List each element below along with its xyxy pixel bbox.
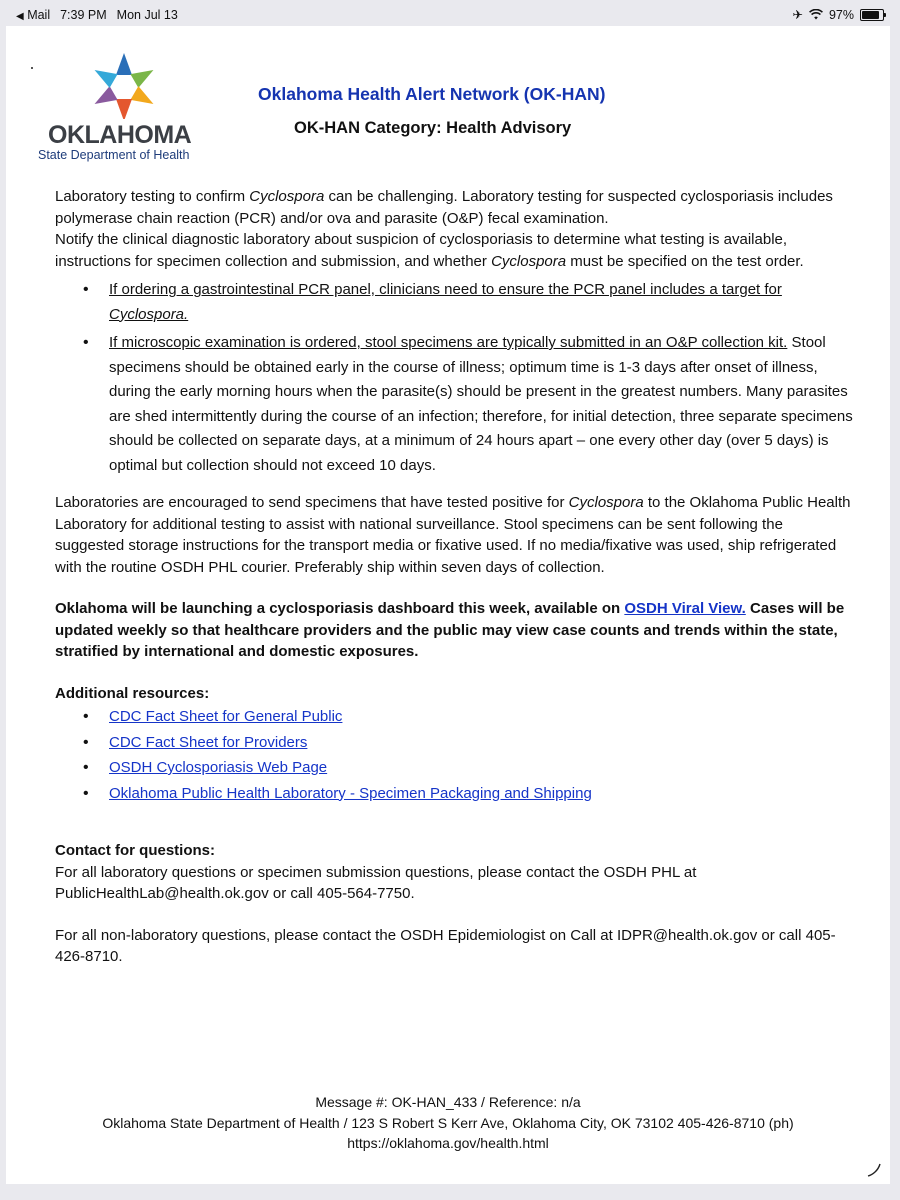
battery-icon <box>860 9 884 21</box>
italic-term: Cyclospora <box>249 188 325 205</box>
document-footer <box>6 1092 890 1154</box>
osdh-star-logo-icon <box>89 51 159 119</box>
footer-message-number: Message #: OK-HAN_433 / Reference: n/a <box>315 1094 581 1110</box>
contact-nonlab: For all non-laboratory questions, please contact the OSDH Epidemiologist on Call at IDPR@health.ok.gov or call 405-426-8710. <box>55 926 836 965</box>
wifi-icon <box>809 9 823 20</box>
resource-item <box>109 755 855 781</box>
status-date: Mon Jul 13 <box>116 8 178 22</box>
back-to-app-button[interactable] <box>16 8 50 22</box>
airplane-icon: ✈ <box>792 8 803 22</box>
paragraph-dashboard <box>55 598 855 663</box>
text-span: must be specified on the test order. <box>566 252 804 270</box>
text-span: If ordering a gastrointestinal PCR panel, clinicians need to ensure the PCR panel includes a target for <box>109 281 782 298</box>
osdh-viral-view-link[interactable]: OSDH Viral View. <box>624 600 746 617</box>
network-title: Oklahoma Health Alert Network (OK-HAN) <box>258 84 606 104</box>
logo-wordmark: OKLAHOMA <box>48 121 192 149</box>
text-span: Laboratories are encouraged to send specimens that have tested positive for <box>55 494 569 511</box>
resources-heading: Additional resources: <box>55 684 210 702</box>
footer-url: https://oklahoma.gov/health.html <box>347 1135 549 1151</box>
osdh-logo <box>36 51 216 166</box>
resource-item <box>109 781 855 807</box>
footer-address: Oklahoma State Department of Health / 123 S Robert S Kerr Ave, Oklahoma City, OK 73102 405-426-8710 (ph) <box>102 1114 794 1131</box>
bullet-pcr-panel <box>109 278 855 327</box>
page-mark <box>31 67 33 69</box>
italic-term: Cyclospora <box>491 252 567 270</box>
battery-percent: 97% <box>828 7 854 22</box>
contact-heading: Contact for questions: <box>55 842 215 859</box>
battery-fill <box>862 11 879 19</box>
testing-bullets <box>55 278 855 478</box>
logo-subtitle: State Department of Health <box>38 148 190 162</box>
italic-term: Cyclospora <box>568 494 644 511</box>
resource-item <box>109 730 855 756</box>
back-app-label: Mail <box>27 8 51 22</box>
text-span: Notify the clinical diagnostic laboratory about suspicion of cyclosporiasis to determine what testing is available, instructions for specimen collection and submission, and whether <box>55 231 788 270</box>
resources-list <box>55 704 855 806</box>
bullet-microscopic <box>109 331 855 478</box>
text-span: to the Oklahoma Public Health Laboratory for additional testing to assist with national surveillance. Stool specimens can be sent following the suggested storage instructions for the transport media or fixative used. If no media/fixative was used, ship refrigerated with the routine OSDH PHL courier. Preferably ship within seven days of collection. <box>55 494 851 576</box>
resource-link-osdh-webpage[interactable]: OSDH Cyclosporiasis Web Page <box>109 759 328 776</box>
underlined-text: If microscopic examination is ordered, stool specimens are typically submitted in an O&P collection kit. <box>109 334 788 351</box>
resource-link-cdc-providers[interactable]: CDC Fact Sheet for Providers <box>109 733 308 751</box>
paragraph-send-specimens <box>55 492 855 578</box>
text-span: Laboratory testing to confirm <box>55 188 250 205</box>
text-span: Stool specimens should be obtained early in the course of illness; optimum time is 1-3 days after onset of illness, during the early morning hours when the parasite(s) should be present in the greatest numbers. Many parasites are shed intermittently during the course of an infection; therefore, for initial detection, three separate specimens should be collected on separate days, at a minimum of 24 hours apart – one every other day (over 5 days) is optimal but collection should not exceed 10 days. <box>109 334 853 474</box>
category-title: OK-HAN Category: Health Advisory <box>294 119 572 137</box>
contact-lab: For all laboratory questions or specimen submission questions, please contact the OSDH PHL at PublicHealthLab@health.ok.gov or call 405-564-7750. <box>55 863 697 902</box>
paragraph-notify-lab <box>55 229 855 272</box>
resource-link-phl-shipping[interactable]: Oklahoma Public Health Laboratory - Specimen Packaging and Shipping <box>109 784 592 802</box>
resource-link-cdc-public[interactable]: CDC Fact Sheet for General Public <box>109 708 343 725</box>
text-span: Cases will be updated weekly so that healthcare providers and the public may view case counts and trends within the state, stratified by international and domestic exposures. <box>55 600 845 660</box>
paragraph-lab-testing <box>55 186 855 229</box>
status-right <box>792 7 884 22</box>
back-arrow-icon: ◀ <box>16 11 24 22</box>
text-span: Oklahoma will be launching a cyclosporiasis dashboard this week, available on <box>55 600 625 617</box>
status-left <box>16 8 178 22</box>
document-body <box>55 186 855 968</box>
document-page <box>6 26 890 1184</box>
text-span: can be challenging. Laboratory testing for suspected cyclosporiasis includes polymerase chain reaction (PCR) and/or ova and parasite (O&P) fecal examination. <box>55 188 833 227</box>
italic-term: Cyclospora. <box>109 305 189 323</box>
resource-item <box>109 704 855 730</box>
status-time: 7:39 PM <box>60 8 107 22</box>
markup-resize-icon[interactable] <box>866 1162 882 1178</box>
